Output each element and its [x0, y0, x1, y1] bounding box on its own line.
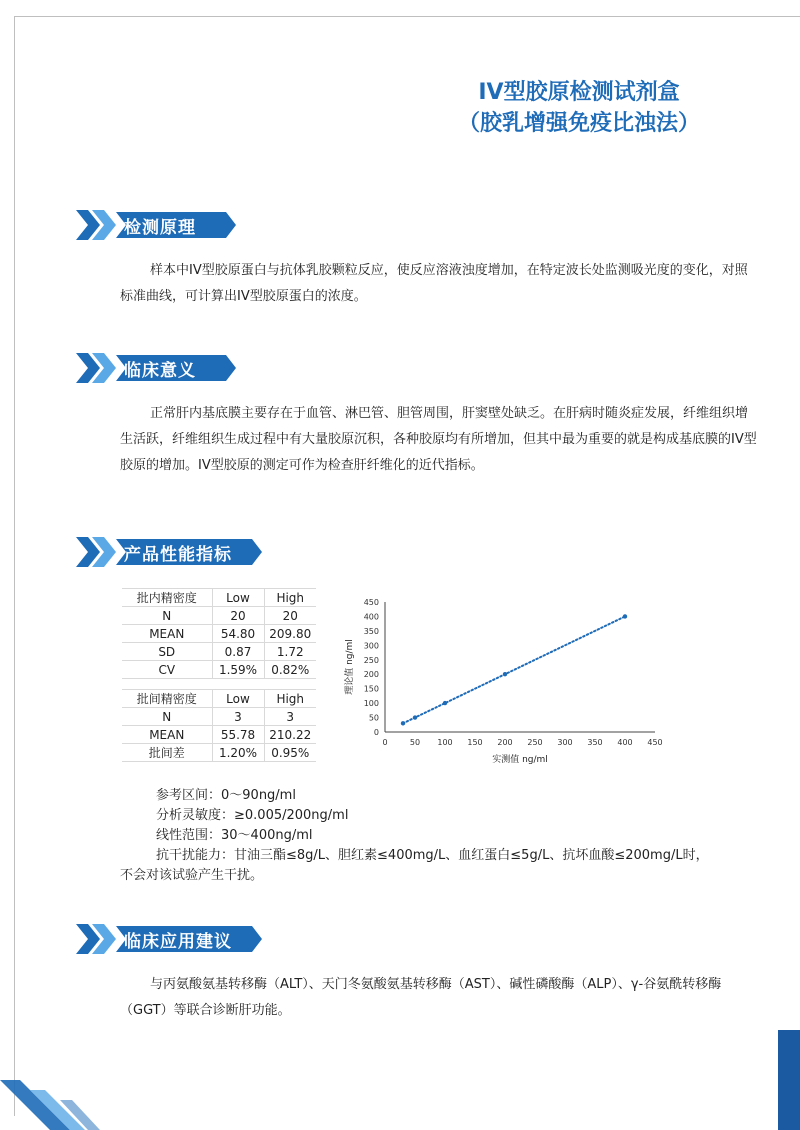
- data-point: [401, 721, 405, 725]
- table-cell: 批间差: [122, 744, 212, 762]
- analytical-sensitivity: 分析灵敏度：≥0.005/200ng/ml: [156, 808, 349, 823]
- x-tick-label: 0: [382, 738, 388, 747]
- table-cell: 210.22: [264, 726, 316, 744]
- y-tick-label: 50: [368, 713, 379, 723]
- table-cell: 3: [264, 708, 316, 726]
- clinical-text-body: 正常肝内基底膜主要存在于血管、淋巴管、胆管周围，肝窦壁处缺乏。在肝病时随炎症发展，纤维组织增生活跃，纤维组织生成过程中有大量胶原沉积，各种胶原均有所增加，但其中最为重要的就是构成基底膜的IV型胶原的增加。IV型胶原的测定可作为检查肝纤维化的近代指标。: [120, 406, 757, 473]
- y-tick-label: 150: [363, 684, 379, 694]
- y-tick-label: 250: [363, 655, 379, 665]
- x-tick-label: 400: [617, 738, 633, 747]
- title-line-1: IV型胶原检测试剂盒: [478, 80, 680, 105]
- x-axis-label: 实测值 ng/ml: [492, 755, 548, 765]
- table-row: [122, 643, 316, 661]
- table-cell: 0.82%: [264, 661, 316, 679]
- data-point: [503, 672, 507, 676]
- between-run-precision-table: [122, 689, 316, 762]
- corner-bar: [778, 1030, 800, 1130]
- interference-line-2: 不会对该试验产生干扰。: [120, 868, 264, 883]
- application-text-body: 与丙氨酸氨基转移酶（ALT）、天门冬氨酸氨基转移酶（AST）、碱性磷酸酶（ALP）、γ-谷氨酰转移酶（GGT）等联合诊断肝功能。: [120, 977, 722, 1018]
- x-tick-label: 450: [647, 738, 663, 747]
- spec-list: [120, 786, 760, 886]
- table-cell: 1.72: [264, 643, 316, 661]
- table-header-row: [122, 589, 316, 607]
- table-row: [122, 726, 316, 744]
- trendline: [403, 616, 625, 723]
- section-title: 检测原理: [124, 218, 196, 238]
- table-cell: 0.95%: [264, 744, 316, 762]
- y-tick-label: 450: [363, 598, 379, 607]
- table-cell: 0.87: [212, 643, 264, 661]
- table-cell: 1.59%: [212, 661, 264, 679]
- section-heading-performance: [76, 537, 262, 567]
- table-cell: High: [264, 589, 316, 607]
- table-cell: MEAN: [122, 625, 212, 643]
- x-tick-label: 50: [409, 738, 421, 747]
- x-tick-label: 150: [467, 738, 483, 747]
- table-cell: 209.80: [264, 625, 316, 643]
- x-tick-label: 300: [557, 738, 573, 747]
- table-cell: 1.20%: [212, 744, 264, 762]
- within-run-precision-table: [122, 588, 316, 679]
- table-row: [122, 661, 316, 679]
- section-heading-clinical: [76, 353, 236, 383]
- table-row: [122, 708, 316, 726]
- table-cell: Low: [212, 589, 264, 607]
- section-title: 临床应用建议: [124, 932, 232, 952]
- y-tick-label: 0: [373, 728, 379, 737]
- linear-range: 线性范围：30～400ng/ml: [156, 828, 313, 843]
- x-tick-label: 100: [437, 738, 453, 747]
- corner-stripes-decoration: [0, 1070, 140, 1130]
- y-tick-label: 400: [363, 612, 379, 622]
- table-row: [122, 625, 316, 643]
- section-heading-application: [76, 924, 262, 954]
- y-axis-label: 理论值 ng/ml: [345, 639, 355, 695]
- table-cell: High: [264, 690, 316, 708]
- table-header-row: [122, 690, 316, 708]
- table-cell: 55.78: [212, 726, 264, 744]
- table-cell: N: [122, 708, 212, 726]
- principle-text: [120, 258, 760, 310]
- data-point: [443, 701, 447, 705]
- section-title: 临床意义: [124, 361, 196, 381]
- table-cell: MEAN: [122, 726, 212, 744]
- x-tick-label: 350: [587, 738, 603, 747]
- table-cell: 批内精密度: [122, 589, 212, 607]
- table-cell: N: [122, 607, 212, 625]
- y-tick-label: 100: [363, 699, 379, 709]
- principle-text-body: 样本中IV型胶原蛋白与抗体乳胶颗粒反应，使反应溶液浊度增加，在特定波长处监测吸光度的变化，对照标准曲线，可计算出IV型胶原蛋白的浓度。: [120, 263, 748, 304]
- table-row: [122, 607, 316, 625]
- y-tick-label: 200: [363, 670, 379, 680]
- clinical-text: [120, 401, 760, 479]
- x-tick-label: 250: [527, 738, 543, 747]
- table-cell: 批间精密度: [122, 690, 212, 708]
- y-tick-label: 300: [363, 641, 379, 651]
- reference-range: 参考区间：0～90ng/ml: [156, 788, 296, 803]
- section-title: 产品性能指标: [124, 545, 232, 565]
- interference-line-1: 抗干扰能力：甘油三酯≤8g/L、胆红素≤400mg/L、血红蛋白≤5g/L、抗坏血酸≤200mg/L时，: [156, 848, 709, 863]
- table-cell: Low: [212, 690, 264, 708]
- section-heading-principle: [76, 210, 236, 240]
- title-line-2: （胶乳增强免疫比浊法）: [457, 111, 700, 136]
- linearity-chart: [340, 582, 670, 772]
- table-row: [122, 744, 316, 762]
- table-cell: 20: [264, 607, 316, 625]
- data-point: [413, 715, 417, 719]
- table-cell: SD: [122, 643, 212, 661]
- table-cell: 3: [212, 708, 264, 726]
- x-tick-label: 200: [497, 738, 513, 747]
- application-text: [120, 972, 760, 1024]
- table-cell: 20: [212, 607, 264, 625]
- table-cell: CV: [122, 661, 212, 679]
- page-title: [458, 78, 700, 140]
- table-cell: 54.80: [212, 625, 264, 643]
- data-point: [623, 614, 627, 618]
- y-tick-label: 350: [363, 626, 379, 636]
